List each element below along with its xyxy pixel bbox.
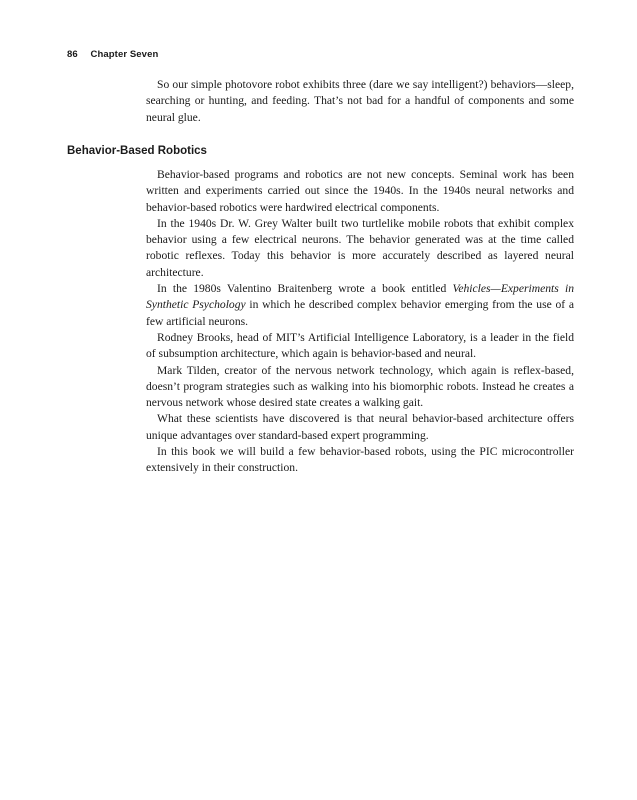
page-number: 86 [67, 49, 78, 60]
paragraph-history: Behavior-based programs and robotics are not new concepts. Seminal work has been written and experiments carried out since the 1940s. In the 1940s neural networks and behavior-based robotics were hardwired electrical components. [146, 168, 574, 214]
intro-block [146, 77, 574, 126]
paragraph-braitenberg [146, 281, 574, 330]
braitenberg-text-after: in which he described complex behavior emerging from the use of a few artificial neurons. [146, 298, 574, 328]
braitenberg-text-before: In the 1980s Valentino Braitenberg wrote a book entitled [157, 282, 453, 296]
book-title: Vehicles—Experiments in Synthetic Psychology [146, 282, 574, 312]
intro-paragraph: So our simple photovore robot exhibits three (dare we say intelligent?) behaviors—sleep, searching or hunting, and feeding. That’s not bad for a handful of components and some neural glue. [146, 78, 574, 124]
chapter-title: Chapter Seven [90, 49, 159, 60]
paragraph-brooks: Rodney Brooks, head of MIT’s Artificial Intelligence Laboratory, is a leader in the field of subsumption architecture, which again is behavior-based and neural. [146, 330, 574, 361]
paragraph-grey-walter: In the 1940s Dr. W. Grey Walter built two turtlelike mobile robots that exhibit complex behavior using a few electrical neurons. The behavior generated was at the time called robotic reflexes. Today this behavior is more accurately described as layered neural architecture. [146, 216, 574, 279]
section-body [146, 167, 574, 477]
paragraph-this-book: In this book we will build a few behavior-based robots, using the PIC microcontroller extensively in their construction. [146, 445, 574, 475]
section-heading: Behavior-Based Robotics [67, 145, 207, 157]
running-header [67, 49, 158, 60]
paragraph-tilden: Mark Tilden, creator of the nervous network technology, which again is reflex-based, doesn’t program strategies such as walking into his biomorphic robots. Instead he creates a nervous network whose desired state creates a walking gait. [146, 363, 574, 410]
paragraph-discovery: What these scientists have discovered is that neural behavior-based architecture offers unique advantages over standard-based expert programming. [146, 412, 574, 442]
